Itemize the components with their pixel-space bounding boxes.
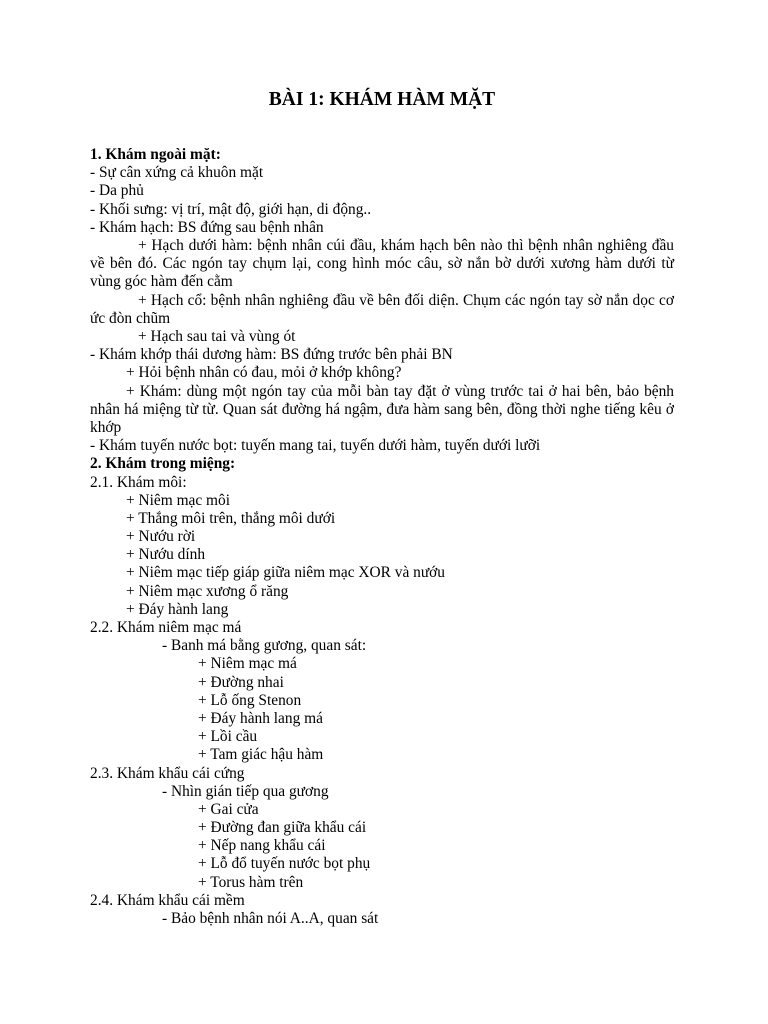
list-item: - Khám khớp thái dương hàm: BS đứng trước bên phải BN [90, 346, 453, 364]
list-item: + Đáy hành lang má [198, 709, 323, 727]
document-body [90, 146, 674, 928]
list-item: + Tam giác hậu hàm [198, 746, 324, 764]
list-item: - Khối sưng: vị trí, mật độ, giới hạn, di động.. [90, 200, 372, 218]
subsection-heading: 2.2. Khám niêm mạc má [90, 619, 242, 636]
subsection-heading: 2.3. Khám khẩu cái cứng [90, 764, 245, 782]
paragraph-kham: + Khám: dùng một ngón tay của mỗi bàn tay đặt ở vùng trước tai ở hai bên, bảo bệnh nhân há miệng từ từ. Quan sát đường há ngậm, đưa hàm sang bên, đồng thời nghe tiếng kêu ở khớp [90, 382, 674, 436]
list-item: + Lỗ đổ tuyến nước bọt phụ [198, 855, 371, 873]
list-item: - Nhìn gián tiếp qua gương [162, 782, 329, 800]
list-item: + Nếp nang khẩu cái [198, 837, 326, 855]
list-item: - Banh má bằng gương, quan sát: [162, 637, 367, 655]
list-item: - Khám hạch: BS đứng sau bệnh nhân [90, 218, 324, 236]
list-item: + Hỏi bệnh nhân có đau, mỏi ở khớp không? [126, 364, 402, 382]
list-item: + Niêm mạc xương ổ răng [126, 582, 289, 600]
list-item: + Torus hàm trên [198, 873, 304, 891]
document-page [90, 0, 674, 1024]
list-item: + Hạch sau tai và vùng ót [138, 327, 296, 345]
list-item: - Da phủ [90, 182, 144, 200]
paragraph-hach-co: + Hạch cổ: bệnh nhân nghiêng đầu về bên đối diện. Chụm các ngón tay sờ nắn dọc cơ ức đòn chũm [90, 291, 674, 327]
list-item: + Thắng môi trên, thắng môi dưới [126, 509, 336, 527]
list-item: + Nướu dính [126, 546, 206, 564]
section-1-heading: 1. Khám ngoài mặt: [90, 146, 221, 163]
list-item: - Sự cân xứng cả khuôn mặt [90, 164, 264, 182]
list-item: + Đường đan giữa khẩu cái [198, 819, 367, 837]
list-item: - Bảo bệnh nhân nói A..A, quan sát [162, 910, 379, 927]
subsection-heading: 2.1. Khám môi: [90, 473, 187, 491]
list-item: + Niêm mạc môi [126, 491, 230, 509]
subsection-heading: 2.4. Khám khẩu cái mềm [90, 891, 245, 909]
list-item: + Nướu rời [126, 528, 196, 546]
paragraph-hach-duoi-ham: + Hạch dưới hàm: bệnh nhân cúi đầu, khám hạch bên nào thì bệnh nhân nghiêng đầu về bên đó. Các ngón tay chụm lại, cong hình móc câu, sờ nắn bờ dưới xương hàm dưới từ vùng góc hàm đến cằm [90, 236, 674, 291]
list-item: + Niêm mạc tiếp giáp giữa niêm mạc XOR và nướu [126, 564, 446, 582]
list-item: + Gai cửa [198, 800, 259, 818]
list-item: + Đường nhai [198, 673, 284, 691]
list-item: + Lồi cầu [198, 728, 258, 746]
list-item: + Niêm mạc má [198, 655, 297, 673]
list-item: - Khám tuyến nước bọt: tuyến mang tai, tuyến dưới hàm, tuyến dưới lưỡi [90, 437, 541, 455]
list-item: + Lỗ ống Stenon [198, 691, 302, 709]
list-item: + Đáy hành lang [126, 600, 229, 618]
section-2-heading: 2. Khám trong miệng: [90, 455, 236, 473]
document-title: BÀI 1: KHÁM HÀM MẶT [268, 89, 496, 110]
